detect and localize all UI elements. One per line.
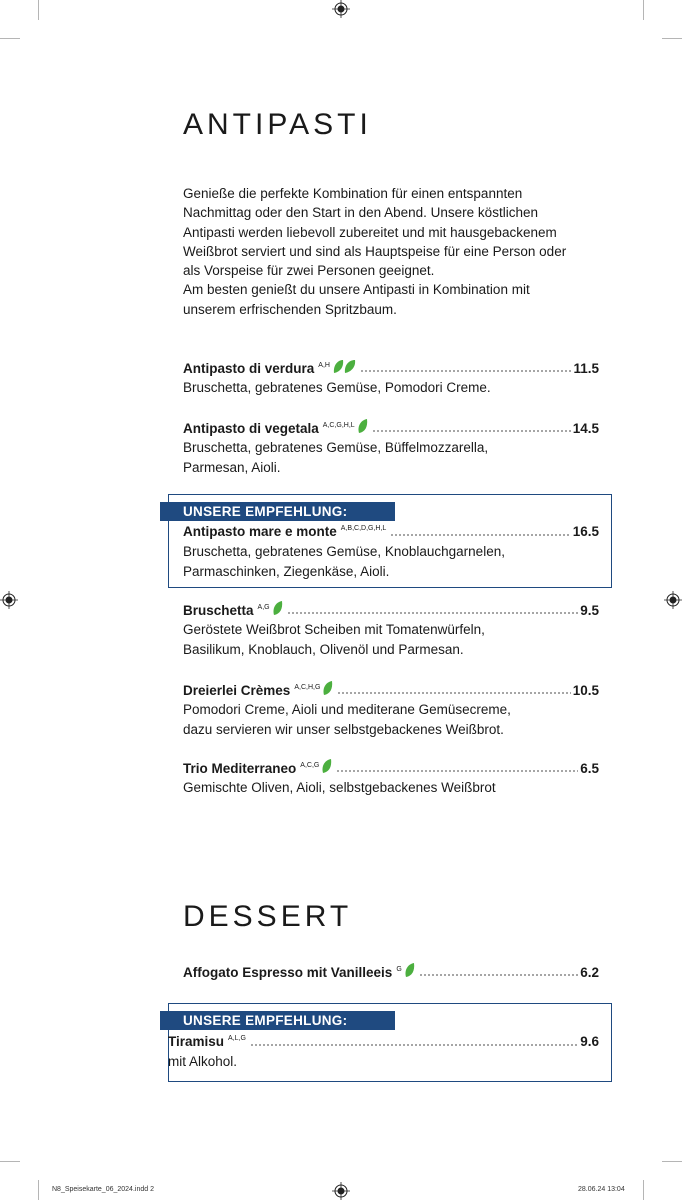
double-leaf-icon	[332, 359, 356, 374]
item-name: Tiramisu	[168, 1034, 225, 1049]
leader-dots	[360, 369, 572, 373]
item-name: Trio Mediterraneo	[183, 761, 297, 776]
menu-item	[183, 758, 599, 798]
item-name: Antipasto mare e monte	[183, 524, 337, 539]
leader-dots	[390, 533, 570, 537]
item-description: Basilikum, Knoblauch, Olivenöl und Parmesan.	[183, 641, 464, 657]
section-title-dessert: DESSERT	[183, 900, 353, 933]
item-description: Pomodori Creme, Aioli und mediterane Gemüsecreme,	[183, 702, 511, 717]
item-name: Antipasto di vegetala	[183, 421, 319, 436]
leader-dots	[336, 769, 578, 773]
leader-dots	[372, 429, 571, 433]
item-price: 10.5	[572, 683, 599, 698]
crop-mark	[0, 1161, 20, 1162]
intro-line: Antipasti werden liebevoll zubereitet und mit hausgebackenem	[183, 224, 557, 240]
item-name: Bruschetta	[183, 603, 254, 618]
crop-mark	[643, 0, 644, 20]
item-description: Bruschetta, gebratenes Gemüse, Büffelmozzarella,	[183, 440, 489, 455]
crop-mark	[0, 38, 20, 39]
menu-item	[183, 680, 599, 739]
footer-file-name: N8_Speisekarte_06_2024.indd 2	[52, 1186, 154, 1193]
item-name: Dreierlei Crèmes	[183, 683, 291, 698]
leader-dots	[287, 611, 579, 615]
leader-dots	[419, 973, 578, 977]
crop-mark	[643, 1180, 644, 1200]
item-price: 6.2	[580, 965, 599, 980]
footer-timestamp: 28.06.24 13:04	[578, 1186, 625, 1193]
item-description: Geröstete Weißbrot Scheiben mit Tomatenwürfeln,	[183, 622, 485, 637]
leader-dots	[337, 691, 570, 695]
item-price: 14.5	[572, 421, 599, 436]
leaf-icon	[322, 681, 333, 696]
item-price: 11.5	[573, 361, 599, 376]
allergen-codes: A,L,G	[228, 1035, 246, 1042]
leaf-icon	[404, 963, 415, 978]
allergen-codes: A,G	[257, 604, 270, 611]
item-description: mit Alkohol.	[168, 1054, 238, 1069]
allergen-codes: A,C,H,G	[294, 684, 321, 691]
item-description: Parmesan, Aioli.	[183, 459, 281, 475]
item-description: Parmaschinken, Ziegenkäse, Aioli.	[183, 563, 390, 579]
intro-line: unserem erfrischenden Spritzbaum.	[183, 301, 397, 317]
registration-mark-icon	[332, 1182, 350, 1200]
registration-mark-icon	[0, 591, 18, 609]
registration-mark-icon	[664, 591, 682, 609]
antipasti-intro	[183, 184, 613, 319]
allergen-codes: G	[396, 966, 402, 973]
intro-line: Am besten genießt du unsere Antipasti in Kombination mit	[183, 282, 530, 298]
intro-line: als Vorspeise für zwei Personen geeignet.	[183, 263, 435, 279]
menu-item	[183, 418, 599, 477]
item-description: dazu servieren wir unser selbstgebackenes Weißbrot.	[183, 721, 504, 737]
menu-item	[183, 962, 599, 982]
intro-line: Nachmittag oder den Start in den Abend. Unsere köstlichen	[183, 205, 538, 221]
crop-mark	[662, 1161, 682, 1162]
item-price: 9.6	[580, 1034, 599, 1049]
section-title-antipasti: ANTIPASTI	[183, 108, 372, 141]
menu-item	[183, 358, 599, 398]
crop-mark	[38, 0, 39, 20]
item-price: 16.5	[572, 524, 599, 539]
item-description: Gemischte Oliven, Aioli, selbstgebackenes Weißbrot	[183, 780, 496, 795]
item-name: Antipasto di verdura	[183, 361, 315, 376]
leaf-icon	[357, 419, 368, 434]
menu-item	[183, 522, 599, 581]
item-price: 9.5	[580, 603, 599, 618]
leaf-icon	[321, 759, 332, 774]
item-description: Bruschetta, gebratenes Gemüse, Knoblauchgarnelen,	[183, 544, 505, 559]
allergen-codes: A,H	[318, 362, 330, 369]
allergen-codes: A,C,G	[300, 762, 320, 769]
crop-mark	[662, 38, 682, 39]
recommendation-badge: UNSERE EMPFEHLUNG:	[160, 1011, 395, 1030]
item-name: Affogato Espresso mit Vanilleeis	[183, 965, 393, 980]
intro-line: Genieße die perfekte Kombination für einen entspannten	[183, 186, 523, 201]
intro-line: Weißbrot serviert und sind als Hauptspeise für eine Person oder	[183, 243, 567, 259]
recommendation-badge: UNSERE EMPFEHLUNG:	[160, 502, 395, 521]
item-price: 6.5	[580, 761, 599, 776]
leaf-icon	[272, 601, 283, 616]
registration-mark-icon	[332, 0, 350, 18]
allergen-codes: A,C,G,H,L	[322, 422, 355, 429]
allergen-codes: A,B,C,D,G,H,L	[340, 525, 387, 532]
menu-item	[183, 600, 599, 659]
menu-item	[168, 1032, 599, 1072]
item-description: Bruschetta, gebratenes Gemüse, Pomodori Creme.	[183, 380, 491, 395]
crop-mark	[38, 1180, 39, 1200]
leader-dots	[250, 1043, 578, 1047]
